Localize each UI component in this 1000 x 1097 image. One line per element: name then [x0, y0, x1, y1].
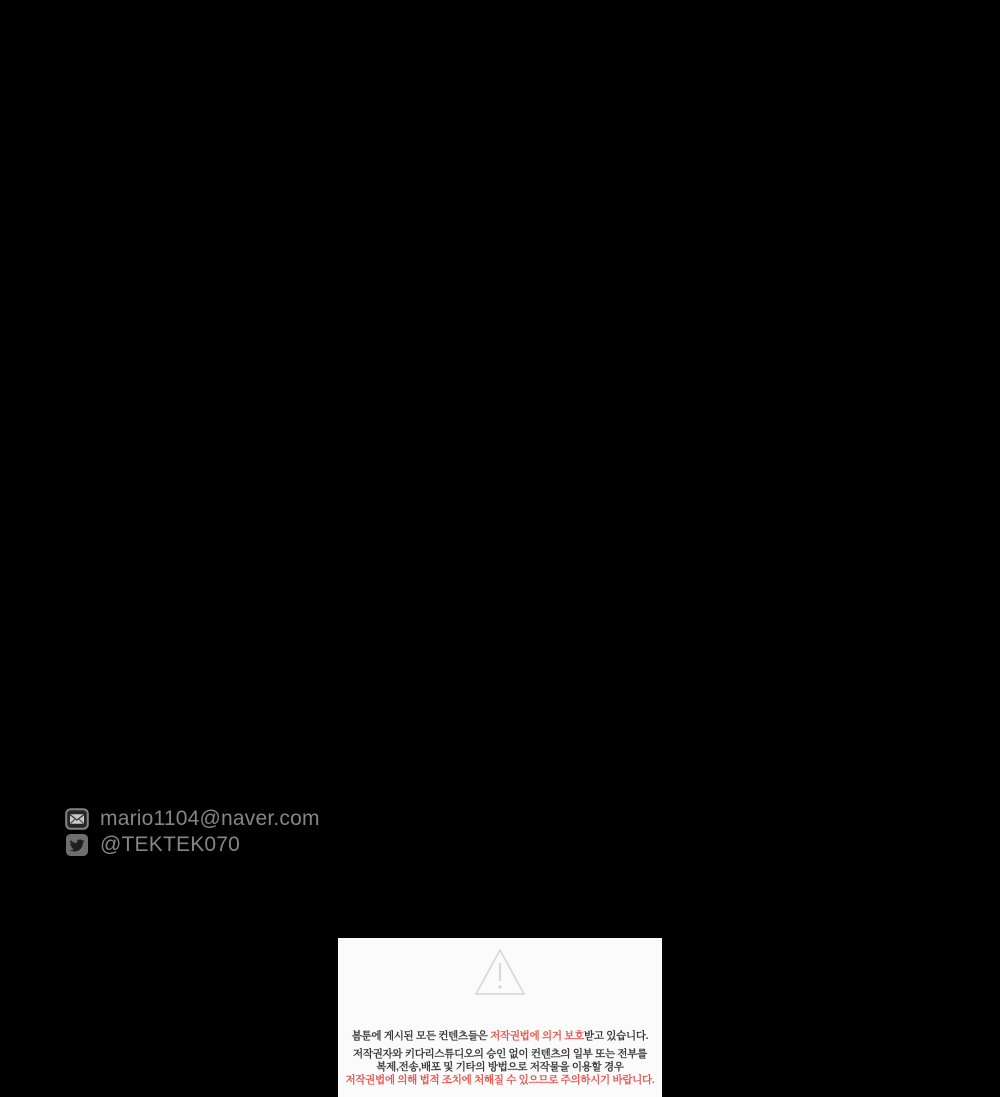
- creator-contact-block: [65, 806, 320, 857]
- notice-line-4: 저작권법에 의해 법적 조치에 처해질 수 있으므로 주의하시기 바랍니다.: [345, 1074, 655, 1086]
- notice-line-1: [338, 1030, 662, 1043]
- notice-line-1-highlight: 저작권법에 의거 보호: [490, 1030, 584, 1042]
- twitter-icon: [65, 833, 89, 857]
- notice-line-1-prefix: 봄툰에 게시된 모든 컨텐츠들은: [351, 1030, 491, 1042]
- warning-triangle-icon: [338, 943, 662, 1003]
- contact-twitter-row: [65, 832, 320, 857]
- contact-twitter-text: @TEKTEK070: [100, 832, 241, 856]
- notice-line-3: 복제,전송,배포 및 기타의 방법으로 저작물을 이용할 경우: [376, 1061, 624, 1073]
- notice-line-1-suffix: 받고 있습니다.: [583, 1030, 649, 1042]
- contact-email-text: mario1104@naver.com: [100, 806, 320, 830]
- email-icon: [65, 807, 89, 831]
- notice-line-2: 저작권자와 키다리스튜디오의 승인 없이 컨텐츠의 일부 또는 전부를: [353, 1048, 647, 1060]
- copyright-notice-box: [338, 938, 662, 1097]
- copyright-notice-text: [338, 1030, 662, 1087]
- contact-email-row: [65, 806, 320, 831]
